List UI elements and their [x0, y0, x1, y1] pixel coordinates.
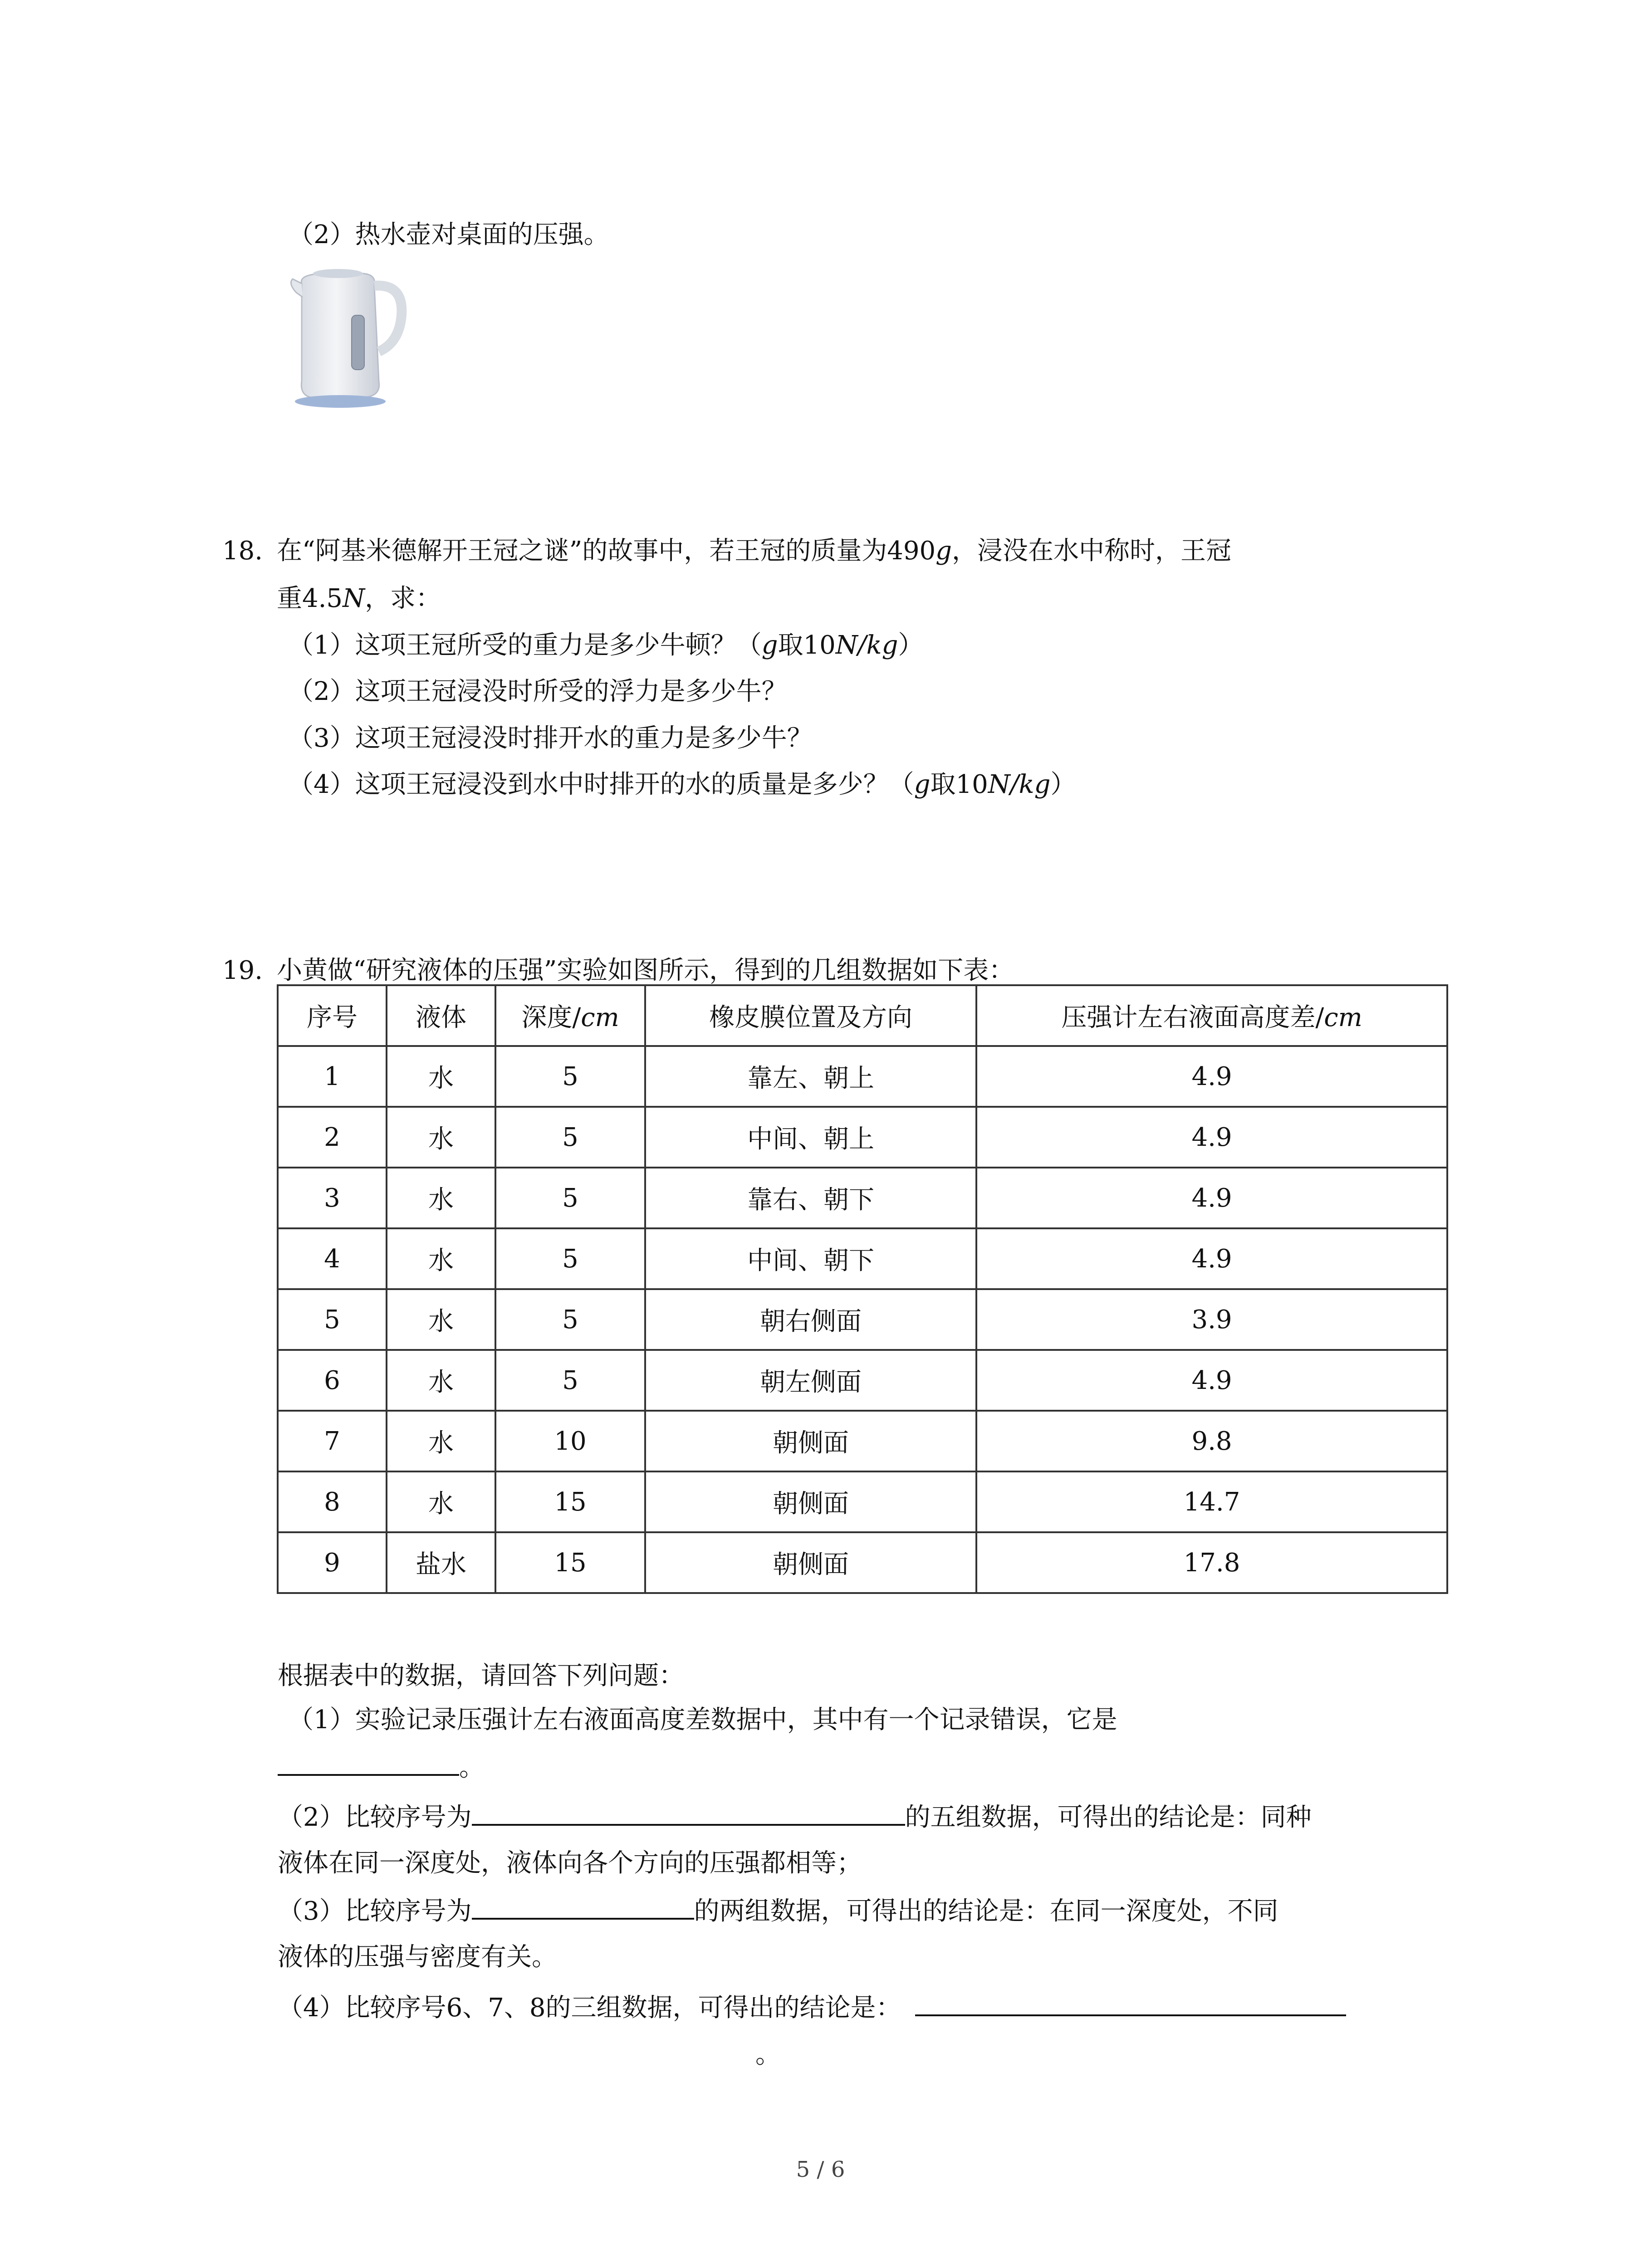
table-row: [278, 1107, 1447, 1168]
cell-liquid: 水: [387, 1471, 495, 1532]
q18-stem-line2: 重4.5N，求：: [277, 584, 441, 613]
q19-answer1: （1）实验记录压强计左右液面高度差数据中，其中有一个记录错误，它是: [288, 1705, 1117, 1735]
cell-height-diff: 4.9: [976, 1168, 1447, 1228]
cell-depth: 5: [495, 1289, 645, 1350]
q18-part4: （4）这项王冠浸没到水中时排开的水的质量是多少？（g取10N/kg）: [288, 770, 1076, 799]
q19-answer3-cont: 液体的压强与密度有关。: [278, 1942, 557, 1972]
q18-part2: （2）这项王冠浸没时所受的浮力是多少牛？: [288, 677, 787, 706]
cell-liquid: 水: [387, 1228, 495, 1289]
cell-membrane: 中间、朝上: [645, 1107, 976, 1168]
cell-index: 8: [278, 1471, 387, 1532]
cell-liquid: 水: [387, 1046, 495, 1107]
q18-stem-line1: 在“阿基米德解开王冠之谜”的故事中，若王冠的质量为490g，浸没在水中称时，王冠: [277, 536, 1232, 566]
cell-depth: 5: [495, 1350, 645, 1411]
table-row: [278, 1228, 1447, 1289]
table-row: [278, 1350, 1447, 1411]
table-row: [278, 1471, 1447, 1532]
cell-index: 7: [278, 1411, 387, 1471]
cell-depth: 15: [495, 1471, 645, 1532]
cell-membrane: 朝侧面: [645, 1532, 976, 1593]
q19-answer1-blank-line: 。: [278, 1749, 485, 1786]
q17-part2: （2）热水壶对桌面的压强。: [288, 220, 609, 249]
cell-height-diff: 3.9: [976, 1289, 1447, 1350]
header-membrane: 橡皮膜位置及方向: [645, 985, 976, 1046]
cell-index: 6: [278, 1350, 387, 1411]
cell-index: 1: [278, 1046, 387, 1107]
cell-liquid: 水: [387, 1168, 495, 1228]
cell-height-diff: 4.9: [976, 1107, 1447, 1168]
answer4-blank[interactable]: [915, 1989, 1346, 2016]
cell-depth: 5: [495, 1046, 645, 1107]
header-index: 序号: [278, 985, 387, 1046]
cell-membrane: 朝右侧面: [645, 1289, 976, 1350]
cell-liquid: 水: [387, 1289, 495, 1350]
q19-intro: 根据表中的数据，请回答下列问题：: [278, 1661, 684, 1691]
table-row: [278, 1532, 1447, 1593]
cell-membrane: 靠右、朝下: [645, 1168, 976, 1228]
table-row: [278, 1168, 1447, 1228]
q19-answer2-cont: 液体在同一深度处，液体向各个方向的压强都相等；: [278, 1848, 862, 1878]
cell-height-diff: 14.7: [976, 1471, 1447, 1532]
cell-depth: 5: [495, 1168, 645, 1228]
answer2-blank[interactable]: [472, 1799, 905, 1826]
table-row: [278, 1289, 1447, 1350]
cell-height-diff: 9.8: [976, 1411, 1447, 1471]
header-liquid: 液体: [387, 985, 495, 1046]
q19-number: 19.: [222, 956, 263, 985]
cell-depth: 10: [495, 1411, 645, 1471]
q19-answer4: （4）比较序号6、7、8的三组数据，可得出的结论是：: [278, 1989, 1346, 2026]
cell-liquid: 水: [387, 1350, 495, 1411]
q19-stem: 小黄做“研究液体的压强”实验如图所示，得到的几组数据如下表：: [277, 956, 1014, 985]
table-row: [278, 1046, 1447, 1107]
cell-index: 2: [278, 1107, 387, 1168]
cell-liquid: 水: [387, 1411, 495, 1471]
cell-height-diff: 17.8: [976, 1532, 1447, 1593]
cell-membrane: 朝侧面: [645, 1471, 976, 1532]
cell-depth: 15: [495, 1532, 645, 1593]
q18-number: 18.: [222, 536, 263, 566]
q19-answer4-end: 。: [755, 2040, 781, 2069]
cell-membrane: 朝左侧面: [645, 1350, 976, 1411]
q18-part1: （1）这项王冠所受的重力是多少牛顿？（g取10N/kg）: [288, 631, 924, 660]
cell-depth: 5: [495, 1107, 645, 1168]
cell-index: 3: [278, 1168, 387, 1228]
cell-index: 5: [278, 1289, 387, 1350]
answer1-blank[interactable]: [278, 1749, 459, 1776]
cell-membrane: 朝侧面: [645, 1411, 976, 1471]
cell-membrane: 靠左、朝上: [645, 1046, 976, 1107]
cell-height-diff: 4.9: [976, 1350, 1447, 1411]
kettle-image: [288, 265, 408, 411]
q18-part3: （3）这项王冠浸没时排开水的重力是多少牛？: [288, 723, 813, 753]
cell-liquid: 水: [387, 1107, 495, 1168]
cell-height-diff: 4.9: [976, 1228, 1447, 1289]
cell-liquid: 盐水: [387, 1532, 495, 1593]
answer3-blank[interactable]: [472, 1892, 694, 1920]
cell-index: 4: [278, 1228, 387, 1289]
data-table: [277, 984, 1448, 1594]
q19-answer3: （3）比较序号为 的两组数据，可得出的结论是：在同一深度处，不同: [278, 1892, 1279, 1930]
cell-depth: 5: [495, 1228, 645, 1289]
table-row: [278, 1411, 1447, 1471]
table-header-row: [278, 985, 1447, 1046]
header-depth: 深度/cm: [495, 985, 645, 1046]
page-number: 5 / 6: [796, 2157, 845, 2182]
cell-index: 9: [278, 1532, 387, 1593]
q19-answer2: （2）比较序号为 的五组数据，可得出的结论是：同种: [278, 1799, 1312, 1836]
cell-height-diff: 4.9: [976, 1046, 1447, 1107]
cell-membrane: 中间、朝下: [645, 1228, 976, 1289]
header-height-diff: 压强计左右液面高度差/cm: [976, 985, 1447, 1046]
